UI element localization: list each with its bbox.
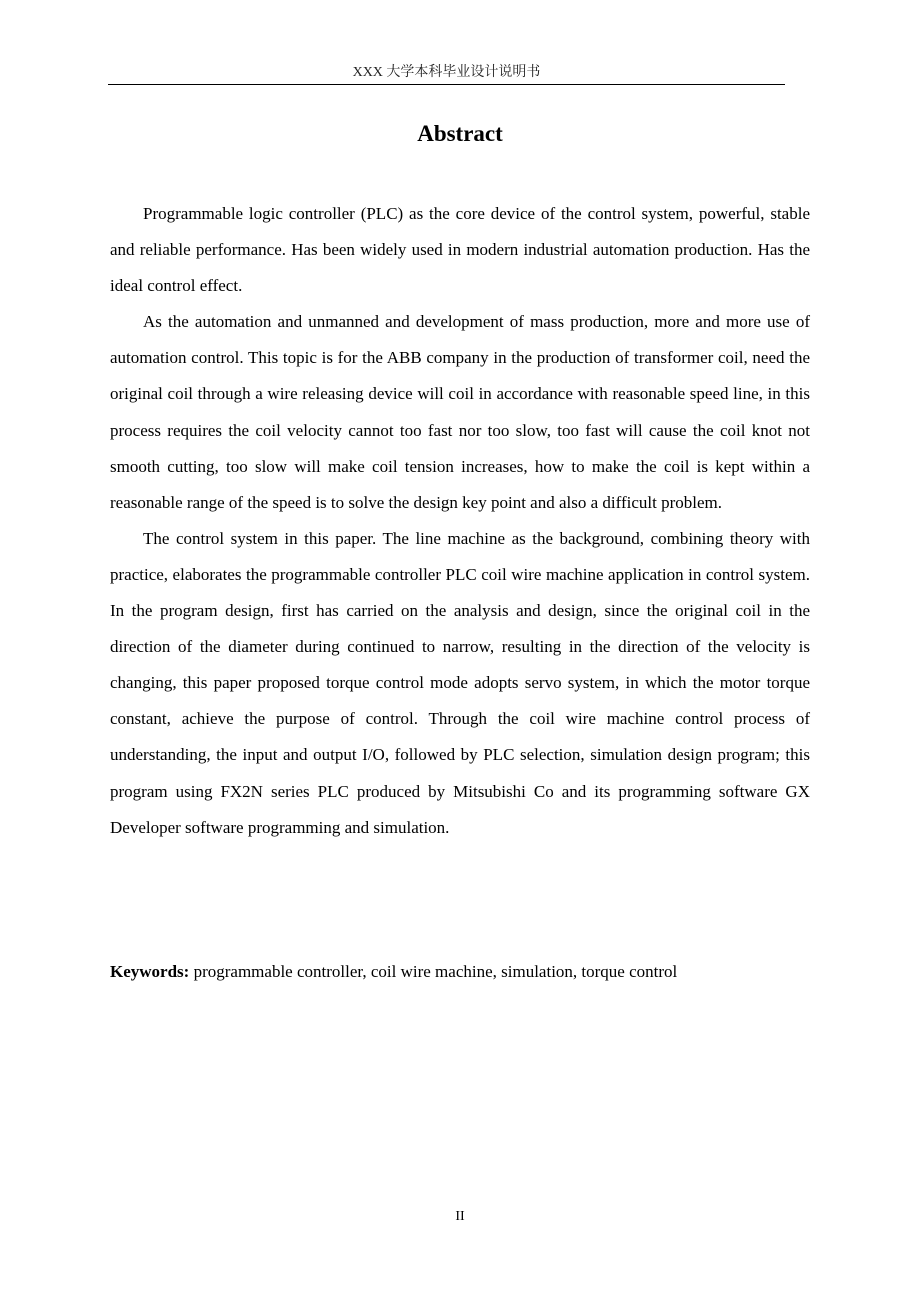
keywords-label: Keywords: [110, 962, 190, 981]
page-title: Abstract [417, 121, 503, 146]
page-number: II [455, 1209, 465, 1224]
abstract-body [110, 196, 810, 846]
abstract-paragraph-2: As the automation and unmanned and development of mass production, more and more use of automation control. This topic is for the ABB company in the production of transformer coil, need the original coil through a wire releasing device will coil in accordance with reasonable speed line, in this process requires the coil velocity cannot too fast nor too slow, too fast will cause the coil knot not smooth cutting, too slow will make coil tension increases, how to make the coil is kept within a reasonable range of the speed is to solve the design key point and also a difficult problem. [110, 312, 810, 512]
header-rule [108, 84, 785, 85]
abstract-paragraph-3: The control system in this paper. The line machine as the background, combining theory with practice, elaborates the programmable controller PLC coil wire machine application in control system. In the program design, first has carried on the analysis and design, since the original coil in the direction of the diameter during continued to narrow, resulting in the direction of the velocity is changing, this paper proposed torque control mode adopts servo system, in which the motor torque constant, achieve the purpose of control. Through the coil wire machine control process of understanding, the input and output I/O, followed by PLC selection, simulation design program; this program using FX2N series PLC produced by Mitsubishi Co and its programming software GX Developer software programming and simulation. [110, 528, 810, 837]
abstract-paragraph-1: Programmable logic controller (PLC) as the core device of the control system, powerful, stable and reliable performance. Has been widely used in modern industrial automation production. Has the ideal control effect. [110, 204, 810, 296]
running-header: XXX 大学本科毕业设计说明书 [352, 65, 541, 80]
keywords-line [110, 954, 810, 990]
keywords-text: programmable controller, coil wire machine, simulation, torque control [189, 962, 678, 981]
